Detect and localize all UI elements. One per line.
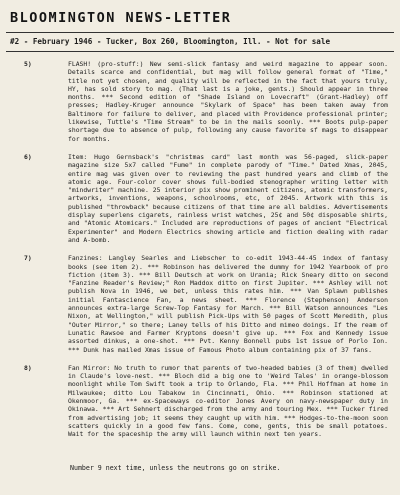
issue-rule	[6, 51, 394, 52]
masthead-rule	[6, 32, 394, 33]
news-item-7	[24, 254, 388, 354]
closing-line: Number 9 next time, unless the neutrons go on strike.	[70, 464, 281, 472]
news-item-8	[24, 364, 388, 439]
issue-line: #2 - February 1946 - Tucker, Box 260, Bloomington, Ill. - Not for sale	[10, 37, 331, 46]
masthead-title: BLOOMINGTON NEWS-LETTER	[10, 10, 232, 26]
item-number: 6)	[24, 152, 32, 161]
item-text: FLASH! (pro-stuff:) New semi-slick fantasy and weird magazine to appear soon. Details scarce and confidential, but mag will follow general format of "Time," title not yet chosen, and quality will be reflected in the fact that yours truly, HY, has sold story to mag. (That last is a joke, gents.) Should appear in three months. *** Second edition of "Shade Island on Lovecraft" (Grant-Hadley) off presses; Hadley-Kruger announce "Skylark of Space" has been taken away from Baltimore for failure to deliver, and placed with Providence professional printer; likewise, Tuttle's "Time Stream" to be in the mails soonly. *** Boots pulp-paper shortage due to absence of pulp, following any cause favorite sf mags to disappear for months.	[68, 60, 388, 143]
item-number: 8)	[24, 363, 32, 372]
item-number: 7)	[24, 254, 32, 263]
newsletter-body	[24, 60, 388, 448]
news-item-5	[24, 60, 388, 143]
item-text: Fanzines: Langley Searles and Liebscher to co-edit 1943-44-45 index of fantasy books (see item 2). *** Robinson has delivered the dummy for 1942 Yearbook of pro fiction (item 3). *** Bill Deutsch at work on Urania; Rick Sneary ditto on second "Fanzine Reader's Review;" Ron Maddox ditto on first Jupiter. *** Ashley will not publish Nova in 1946, we bet, unless this rates him. *** Van Splawn publishes initial Fantascience Fan, a news sheet. *** Florence (Stephenson) Anderson announces extra-large Screw-Top Fantasy for March. *** Bill Watson announces "Les Nixon, at Wellington," will publish Pick-Ups with 50 pages of Scott Meredith, plus "Outer Mirror," so there; Laney tells of his Ditto and mimeo doings. If the ream of Lunatic Rawsoe and Farmer Kryptons doesn't give up. *** Fox and Kennedy issue assorted dinkus, a one-shot. *** Pvt. Kenny Bonnell pubs 1st issue of Porlo Ion. *** Dunk has mailed Xmas issue of Famous Photo album containing pix of 37 fans.	[68, 254, 388, 354]
item-text: Fan Mirror: No truth to rumor that parents of two-headed babies (3 of them) dwelled in Claude's love-nest. *** Bloch did a big one to 'Weird Tales' in orange-blossom moonlight while Tom Swift took a trip to Orlando, Fla. *** Phil Hoffman at home in Milwaukee; ditto Lou Tabakow in Cincinnati, Ohio. *** Robinson stationed at Okenmoor, Ga. *** ex-Spaceways co-editor Jones Avery on navy-newspaper duty in Okinawa. *** Art Sehnert discharged from the army and touring Mex. *** Tucker fired from advertising job; it seems they caught up with him. *** Hodges-to-the-moon soon scatters quickly in a good few fans. Come, come, gents, this be small potatoes. Wait for the spaceship the army will launch within next ten years.	[68, 363, 388, 439]
item-number: 5)	[24, 60, 32, 68]
news-item-6	[24, 153, 388, 244]
item-text: Item: Hugo Gernsback's "christmas card" last month was 56-paged, slick-paper magazine size 5x7 called "Fume" in complete parody of "Time." Dated Xmas, 2045, entire mag was given over to reviewing the past hundred years and climb of the atomic age. Four-color cover shows full-bodied stenographer writing letter with "mindwriter" machine. 25 interior pix show prominent citizens, atomic transformers, artworks, inventions, weapons, schoolrooms, etc, of 2045. Artwork with this is published "throwback" because citizens of that time are all baldies. Advertisements display superlens cigarets, rainless wrist watches, 25¢ and 50¢ disposable shirts, and "Atomic Atomicars." Included are reproductions of pages of ancient "Electrical Experimenter" and Modern Electrics showing article and fiction dealing with radar and A-bomb.	[68, 152, 388, 244]
